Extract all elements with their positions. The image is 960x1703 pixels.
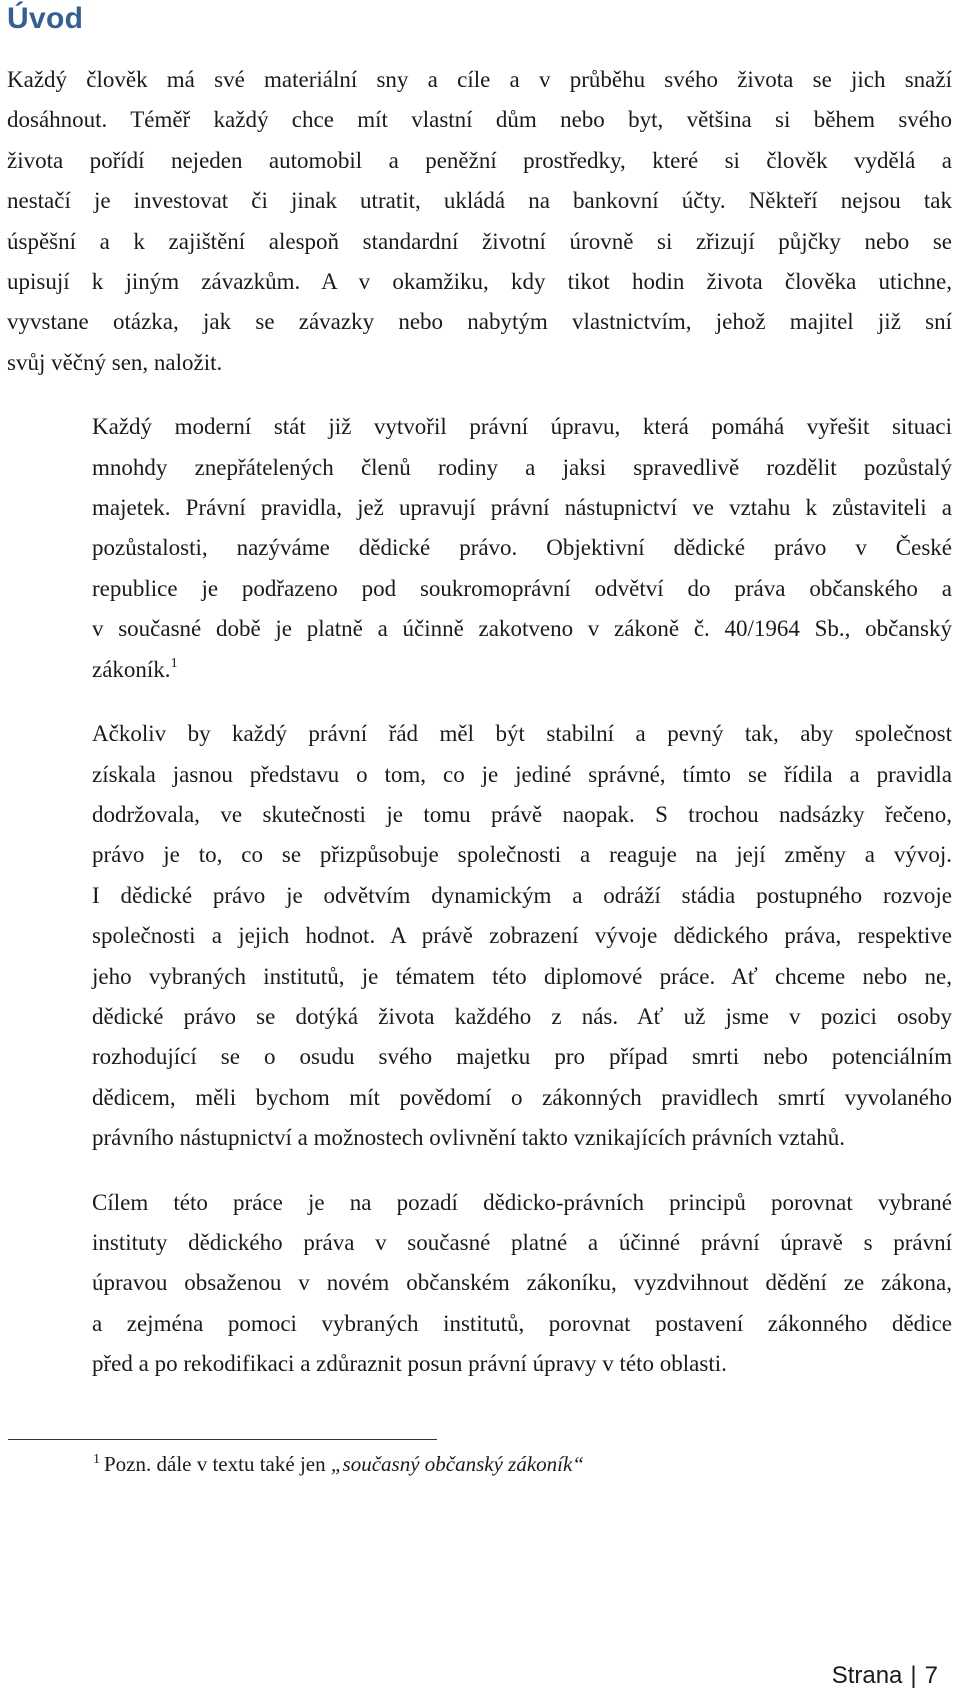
text-line: dodržovala, ve skutečnosti je tomu právě naopak. S trochou nadsázky řečeno, xyxy=(92,801,952,827)
paragraph-3 xyxy=(7,714,952,1158)
text-line: mnohdy znepřátelených členů rodiny a jaksi spravedlivě rozdělit pozůstalý xyxy=(92,454,952,480)
text-line: upisují k jiným závazkům. A v okamžiku, kdy tikot hodin života člověka utichne, xyxy=(7,269,952,295)
page-separator: | xyxy=(910,1662,917,1689)
text-line: v současné době je platně a účinně zakotveno v zákoně č. 40/1964 Sb., občanský xyxy=(92,616,952,642)
text-line-content: zákoník. xyxy=(92,656,171,682)
text-line: Každý člověk má své materiální sny a cíle a v průběhu svého života se jich snaží xyxy=(7,67,952,92)
text-line: svůj věčný sen, naložit. xyxy=(7,349,223,375)
text-line: a zejména pomoci vybraných institutů, porovnat postavení zákonného dědice xyxy=(92,1310,952,1336)
text-line: společnosti a jejich hodnot. A právě zobrazení vývoje dědického práva, respektive xyxy=(92,923,952,949)
footnote-text: Pozn. dále v textu také jen xyxy=(104,1452,331,1476)
page-label: Strana xyxy=(831,1662,903,1689)
text-line: Ačkoliv by každý právní řád měl být stabilní a pevný tak, aby společnost xyxy=(92,721,952,747)
page-number: 7 xyxy=(924,1662,938,1689)
text-line: právního nástupnictví a možnostech ovlivnění takto vznikajících právních vztahů. xyxy=(92,1125,846,1151)
footnote-number: 1 xyxy=(93,1452,100,1467)
text-line: právo je to, co se přizpůsobuje společnosti a reaguje na její změny a vývoj. xyxy=(92,842,952,868)
text-line: života pořídí nejeden automobil a peněžní prostředky, které si člověk vydělá a xyxy=(7,147,952,173)
text-line: získala jasnou představu o tom, co je jediné správné, tímto se řídila a pravidla xyxy=(92,761,952,787)
text-line: dědicem, měli bychom mít povědomí o zákonných pravidlech smrtí vyvolaného xyxy=(92,1084,952,1110)
paragraph-4 xyxy=(7,1183,952,1385)
footnote-divider xyxy=(8,1439,437,1440)
text-line: pozůstalosti, nazýváme dědické právo. Objektivní dědické právo v České xyxy=(92,535,952,561)
paragraph-1 xyxy=(7,60,952,383)
page-footer xyxy=(832,1662,938,1690)
text-line: před a po rekodifikaci a zdůraznit posun právní úpravy v této oblasti. xyxy=(92,1351,727,1377)
text-line: nestačí je investovat či jinak utratit, ukládá na bankovní účty. Někteří nejsou tak xyxy=(7,188,952,214)
text-line: majetek. Právní pravidla, jež upravují právní nástupnictví ve vztahu k zůstaviteli a xyxy=(92,495,952,521)
text-line: republice je podřazeno pod soukromoprávní odvětví do práva občanského a xyxy=(92,575,952,601)
text-line: dosáhnout. Téměř každý chce mít vlastní dům nebo byt, většina si během svého xyxy=(7,107,952,133)
footnote-reference[interactable]: 1 xyxy=(170,655,178,671)
footnote-quoted-term: „současný občanský zákoník“ xyxy=(330,1452,584,1476)
text-line: Každý moderní stát již vytvořil právní úpravu, která pomáhá vyřešit situaci xyxy=(92,414,952,440)
text-line: instituty dědického práva v současné platné a účinné právní úpravě s právní xyxy=(92,1229,952,1255)
section-heading: Úvod xyxy=(7,2,84,35)
text-line: Cílem této práce je na pozadí dědicko-právních principů porovnat vybrané xyxy=(92,1189,952,1215)
text-line: jeho vybraných institutů, je tématem této diplomové práce. Ať chceme nebo ne, xyxy=(92,963,952,989)
text-line: úspěšní a k zajištění alespoň standardní životní úrovně si zřizují půjčky nebo se xyxy=(7,228,952,254)
text-line: dědické právo se dotýká života každého z nás. Ať už jsme v pozici osoby xyxy=(92,1003,952,1029)
text-line: I dědické právo je odvětvím dynamickým a odráží stádia postupného rozvoje xyxy=(92,882,952,908)
text-line: úpravou obsaženou v novém občanském zákoníku, vyzdvihnout dědění ze zákona, xyxy=(92,1270,952,1296)
text-line xyxy=(7,650,952,690)
body-text xyxy=(7,60,952,1385)
paragraph-2 xyxy=(7,407,952,690)
text-line: vyvstane otázka, jak se závazky nebo nabytým vlastnictvím, jehož majitel již sní xyxy=(7,309,952,335)
text-line: rozhodující se o osudu svého majetku pro případ smrti nebo potenciálním xyxy=(92,1044,952,1070)
footnote xyxy=(93,1452,584,1477)
